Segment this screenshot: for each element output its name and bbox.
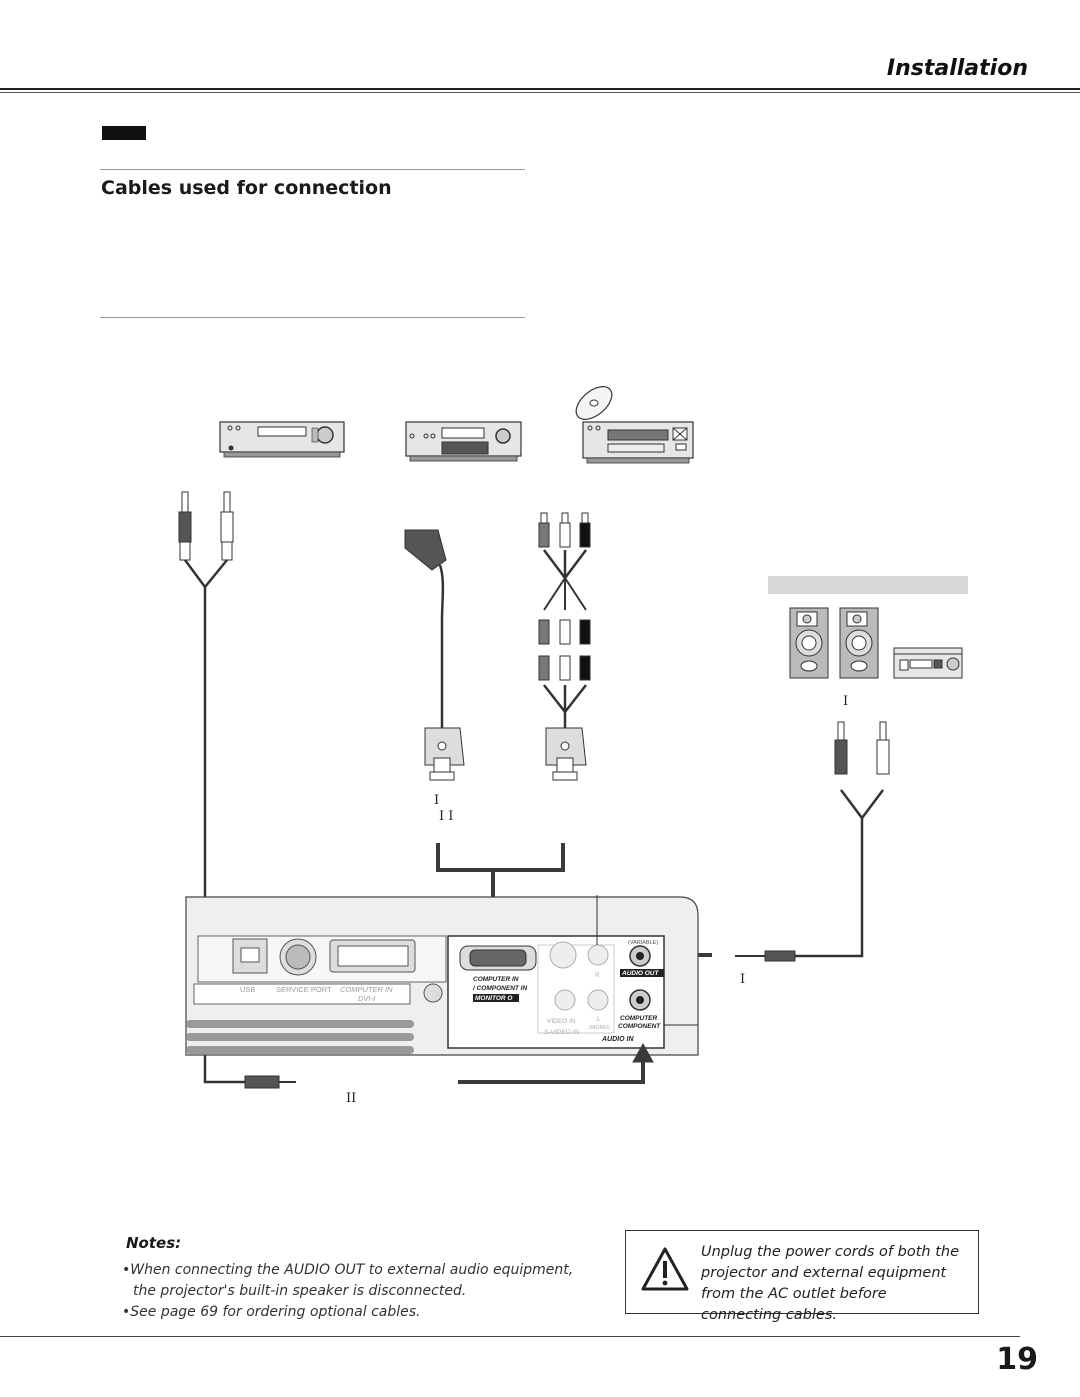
marker-i-audio-out: I — [740, 972, 746, 987]
note-line: the projector's built-in speaker is disconnected. — [133, 1283, 467, 1299]
marker-ii-audio-in: II — [346, 1091, 357, 1106]
variable-label: (VARIABLE) — [628, 940, 659, 946]
video-in-label: VIDEO IN — [547, 1018, 576, 1025]
page-header-title: Installation — [886, 56, 1028, 81]
note-line: •See page 69 for ordering optional cables. — [122, 1304, 421, 1320]
audio-out-label: AUDIO OUT — [622, 970, 659, 977]
computer-in-dvi-label: COMPUTER IN — [340, 985, 393, 994]
s-video-in-label: S-VIDEO IN — [544, 1029, 580, 1036]
dvd-player — [570, 380, 693, 463]
caution-text: Unplug the power cords of both the projector and external equipment from the AC outlet before connecting cables. — [701, 1244, 959, 1323]
component-audio-label: COMPONENT — [618, 1023, 661, 1030]
marker-i-speakers: I — [843, 694, 849, 709]
footer-rule — [0, 1336, 1020, 1337]
section-title: Cables used for connection — [101, 177, 392, 199]
left-channel-label: L — [597, 1016, 601, 1023]
warning-triangle-icon — [640, 1246, 690, 1292]
audio-rca-cable-right — [735, 722, 889, 961]
component-rca-cable — [539, 513, 590, 780]
scart-cable — [405, 530, 464, 780]
marker-ii-cable: I I — [439, 809, 454, 824]
component-in-label: / COMPONENT IN — [473, 985, 528, 992]
external-audio-equipment — [790, 608, 962, 678]
computer-audio-label: COMPUTER — [620, 1015, 658, 1022]
monitor-out-label: MONITOR O — [475, 995, 513, 1002]
marker-i-cable: I — [434, 793, 440, 808]
page-number: 19 — [996, 1342, 1038, 1377]
service-port-label: SERVICE PORT — [276, 985, 332, 994]
video-cassette-recorder — [220, 422, 344, 457]
right-channel-label: R — [595, 972, 600, 979]
mono-label: (MONO) — [589, 1025, 610, 1031]
audio-in-label: AUDIO IN — [602, 1036, 634, 1043]
dvi-label: DVI-I — [358, 994, 376, 1003]
notes-title: Notes: — [126, 1234, 182, 1252]
usb-label: USB — [240, 985, 256, 994]
note-line: •When connecting the AUDIO OUT to external audio equipment, — [122, 1262, 574, 1278]
computer-in-label: COMPUTER IN — [473, 976, 519, 983]
video-deck — [406, 422, 521, 461]
